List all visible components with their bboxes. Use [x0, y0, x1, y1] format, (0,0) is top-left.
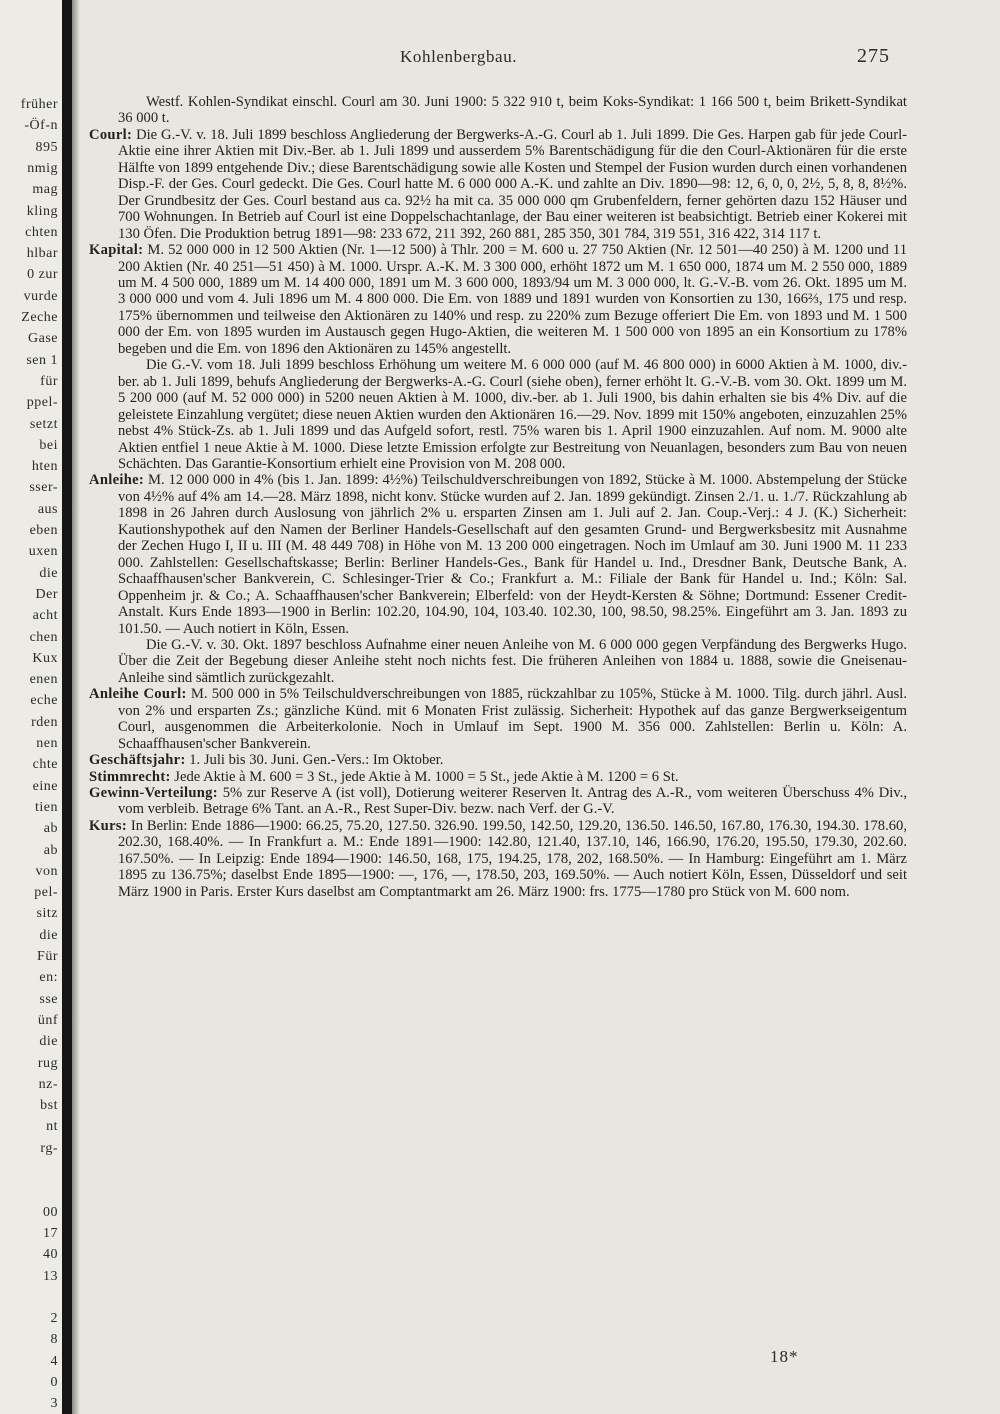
paragraph-kurs — [89, 818, 907, 900]
paragraph-text: M. 500 000 in 5% Teilschuldverschreibungen von 1885, rückzahlbar zu 105%, Stücke à M. 1000. Tilg. durch jährl. Ausl. von 2% und ersparten Zs.; gänzliche Künd. mit 6 Monaten Frist zulässig. Sicherheit: Hypothek auf das ganze Bergwerkseigentum Courl, ausgenommen die Arbeiterkolonie. Noch in Umlauf im Sept. 1900 M. 356 000. Zahlstellen: Berlin u. Köln: A. Schaaffhausen'scher Bankverein. — [118, 686, 907, 752]
margin-fragment: hlbar — [26, 246, 58, 262]
paragraph-gewinn — [89, 785, 907, 818]
paragraph-anleihe2 — [89, 637, 907, 686]
margin-fragment: aus — [37, 501, 58, 517]
margin-fragment: Gase — [28, 331, 58, 347]
margin-fragment: eche — [30, 693, 58, 709]
margin-fragment: 3 — [50, 1396, 58, 1412]
margin-fragment: chte — [32, 757, 58, 773]
margin-fragment: die — [39, 1034, 58, 1050]
margin-fragment: Der — [35, 586, 58, 602]
margin-fragment: 8 — [50, 1332, 58, 1348]
margin-fragment: Kux — [32, 650, 58, 666]
margin-fragment: 13 — [43, 1268, 58, 1284]
margin-fragment: 2 — [50, 1311, 58, 1327]
margin-fragment: enen — [29, 672, 58, 688]
paragraph-text: Die G.-V. v. 30. Okt. 1897 beschloss Aufnahme einer neuen Anleihe von M. 6 000 000 gegen Verpfändung des Bergwerks Hugo. Über die Zeit der Begebung dieser Anleihe steht noch nichts fest. Die früheren Anleihen von 1884 u. 1888, sowie die Gneisenau-Anleihe sind sämtlich zurückgezahlt. — [118, 636, 907, 686]
margin-fragment: 0 — [50, 1375, 58, 1390]
margin-fragment: en: — [39, 970, 58, 986]
signature-mark: 18* — [770, 1347, 799, 1366]
section-heading: Kurs: — [89, 817, 127, 834]
page-number: 275 — [857, 45, 890, 67]
margin-fragment: die — [39, 927, 58, 943]
paragraph-text: Westf. Kohlen-Syndikat einschl. Courl am 30. Juni 1900: 5 322 910 t, beim Koks-Syndikat: 1 166 500 t, beim Brikett-Syndikat 36 000 t. — [118, 94, 907, 127]
margin-fragment: eine — [32, 778, 58, 794]
body-text — [89, 94, 907, 900]
section-heading: Courl: — [89, 126, 133, 143]
section-heading: Anleihe: — [89, 472, 145, 489]
margin-fragment: ab — [43, 842, 58, 858]
paragraph-text: Die G.-V. vom 18. Juli 1899 beschloss Erhöhung um weitere M. 6 000 000 (auf M. 46 800 000) in 6000 Aktien à M. 1000, div.-ber. ab 1. Juli 1899, behufs Angliederung der Bergwerks-A.-G. Courl (siehe oben), ferner erhöht lt. G.-V.-B. vom 30. Okt. 1899 um M. 5 200 000 (auf M. 52 000 000) in 5200 neuen Aktien à M. 1000, div.-ber. ab 1. Juli 1900, bis dahin erhalten sie bis 4% Div. auf die geleistete Einzahlung vergütet; diese neuen Aktien wurden den Aktionären 16.—29. Nov. 1899 mit 150% angeboten, einzuzahlen 25% nebst 4% Stück-Zs. ab 1. Juli 1899 und das Aufgeld sofort, restl. 75% waren bis 1. April 1900 einzuzahlen. Auf nom. M. 9000 alte Aktien entfiel 1 neue Aktie à M. 1000. Diese letzte Emission erfolgte zur Bestreitung von Neuanlagen, besonders zum Bau von neuen Schächten. Das Garantie-Konsortium erhielt eine Provision von M. 208 000. — [118, 357, 907, 472]
margin-fragment: pel- — [34, 885, 58, 901]
paragraph-text: M. 12 000 000 in 4% (bis 1. Jan. 1899: 4½%) Teilschuldverschreibungen von 1892, Stücke à M. 1000. Abstempelung der Stücke von 4½% auf 4% am 14.—28. März 1898, nicht konv. Stücke wurden auf 2. Jan. 1899 gekündigt. Zinsen 2./1. u. 1./7. Rückzahlung ab 1898 in 26 Jahren durch Auslosung von jährlich 2% u. ersparten Zinsen am 1. Juli auf 2. Jan. Coup.-Verj.: 4 J. (K.) Sicherheit: Kautionshypothek auf den Namen der Berliner Handels-Gesellschaft auf den gesamten Grund- und Bergwerksbesitz mit Ausnahme der Zechen Hugo I, II u. III (M. 48 449 708) in Höhe von M. 13 200 000 eingetragen. Noch im Umlauf am 30. Juni 1900 M. 11 233 000. Zahlstellen: Gesellschaftskasse; Berlin: Berliner Handels-Ges., Bank für Handel u. Ind., Dresdner Bank, Deutsche Bank, A. Schaaffhausen'scher Bankverein, C. Schlesinger-Trier & Co.; Frankfurt a. M.: Filiale der Bank für Handel u. Ind.; Köln: Sal. Oppenheim jr. & Co.; A. Schaaffhausen'scher Bankverein; Elberfeld: von der Heydt-Kersten & Söhne; Dortmund: Essener Credit-Anstalt. Kurs Ende 1893—1900 in Berlin: 102.20, 104.90, 104, 103.40. 102.30, 100, 98.50, 98.25%. Eingeführt am 3. Jan. 1893 zu 101.50. — Auch notiert in Köln, Essen. — [118, 472, 907, 637]
section-heading: Kapital: — [89, 242, 144, 259]
margin-fragment: hten — [31, 459, 58, 475]
paragraph-courl — [89, 127, 907, 242]
margin-fragment: uxen — [28, 544, 58, 560]
paragraph-text: 1. Juli bis 30. Juni. Gen.-Vers.: Im Oktober. — [185, 752, 444, 769]
paragraph-stimmrecht — [89, 769, 907, 785]
section-heading: Geschäftsjahr: — [89, 752, 186, 769]
margin-fragment: für — [40, 373, 58, 389]
margin-fragment: chen — [29, 629, 58, 645]
section-heading: Stimmrecht: — [89, 768, 171, 785]
margin-fragment: sse — [39, 991, 58, 1007]
margin-fragment: ab — [43, 821, 58, 837]
margin-fragment: acht — [32, 608, 58, 624]
margin-fragment: sitz — [36, 906, 58, 922]
margin-fragment: nmig — [27, 160, 58, 176]
margin-fragment: früher — [20, 97, 58, 112]
margin-fragment: nt — [46, 1119, 58, 1135]
margin-fragment: kling — [26, 203, 58, 219]
margin-fragment: sen 1 — [26, 352, 58, 368]
margin-fragment: 895 — [35, 139, 58, 155]
margin-fragment: Zeche — [21, 310, 58, 325]
book-spine — [62, 0, 72, 1414]
margin-fragment: 0 zur — [27, 267, 58, 283]
margin-fragment: rug — [37, 1055, 58, 1071]
paragraph-text: Jede Aktie à M. 600 = 3 St., jede Aktie à M. 1000 = 5 St., jede Aktie à M. 1200 = 6 St. — [170, 768, 679, 785]
margin-fragment: die — [39, 565, 58, 581]
paragraph-text: 5% zur Reserve A (ist voll), Dotierung weiterer Reserven lt. Antrag des A.-R., vom weiteren Überschuss 4% Div., vom verbleib. Betrage 6% Tant. an A.-R., Rest Super-Div. bezw. nach Verf. der G.-V. — [118, 785, 907, 818]
paragraph-text: In Berlin: Ende 1886—1900: 66.25, 75.20, 127.50. 326.90. 199.50, 142.50, 129.20, 136.50. 146.50, 167.80, 176.30, 194.30. 178.60, 202.30, 168.40%. — In Frankfurt a. M.: Ende 1891—1900: 142.80, 121.40, 137.10, 146, 166.90, 176.20, 195.50, 179.30, 202.60. 167.50%. — In Leipzig: Ende 1894—1900: 146.50, 168, 175, 194.25, 178, 202, 168.50%. — In Hamburg: Eingeführt am 1. März 1895 zu 136.75%; daselbst Ende 1895—1900: —, 176, —, 178.50, 203, 169.50%. — Auch notiert Köln, Essen, Düsseldorf und seit März 1900 in Paris. Erster Kurs daselbst am Comptantmarkt am 26. März 1900: frs. 1775—1780 pro Stück von M. 600 nom. — [118, 817, 907, 900]
margin-fragment: bst — [40, 1098, 58, 1114]
margin-fragment: von — [35, 863, 58, 879]
spine-shadow — [72, 0, 80, 1414]
paragraph-kapital2 — [89, 357, 907, 472]
margin-fragment: 17 — [43, 1225, 58, 1241]
margin-fragment: chten — [25, 224, 58, 240]
margin-fragment: 00 — [43, 1204, 58, 1220]
margin-fragment: rg- — [40, 1140, 58, 1156]
margin-fragment: mag — [32, 182, 58, 198]
margin-fragment: eben — [29, 523, 58, 538]
margin-fragment: -Öf-n — [24, 118, 58, 134]
margin-fragment: vurde — [23, 288, 58, 304]
running-head: Kohlenbergbau. — [400, 47, 518, 66]
margin-fragment: ünf — [37, 1012, 58, 1028]
paragraph-anleihe — [89, 472, 907, 637]
previous-page-edge — [0, 0, 62, 1414]
paragraph-text: Die G.-V. v. 18. Juli 1899 beschloss Angliederung der Bergwerks-A.-G. Courl ab 1. Juli 1899. Die Ges. Harpen gab für jede Courl-Aktie eine ihrer Aktien mit Div.-Ber. ab 1. Juli 1899 und ausserdem 5% Barentschädigung für die den Courl-Aktionären für die erste Hälfte von 1899 entgehende Div.; diese Barentschädigung sowie alle Kosten und Stempel der Fusion wurden durch einen vorhandenen Disp.-F. der Ges. Courl gedeckt. Die Ges. Courl hatte M. 6 000 000 A.-K. und zahlte an Div. 1890—98: 12, 6, 0, 0, 2½, 5, 8, 8, 8½%. Der Grundbesitz der Ges. Courl bestand aus ca. 92½ ha mit ca. 35 000 000 qm Grubenfeldern, ferner gehörten dazu 152 Häuser und 700 Wohnungen. In Betrieb auf Courl ist eine Doppelschachtanlage, der Bau einer weiteren ist beabsichtigt. Betrieb einer Kokerei mit 130 Öfen. Die Produktion betrug 1891—98: 233 672, 211 392, 260 881, 285 350, 301 784, 319 551, 316 422, 314 117 t. — [118, 126, 907, 242]
margin-fragment: Für — [37, 949, 58, 964]
margin-fragment: sser- — [29, 480, 58, 496]
margin-fragment: 4 — [50, 1353, 58, 1369]
paragraph-kapital — [89, 242, 907, 357]
margin-fragment: setzt — [29, 416, 58, 432]
paragraph-anleihe-courl — [89, 686, 907, 752]
margin-fragment: ppel- — [26, 395, 58, 411]
paragraph-westf — [89, 94, 907, 127]
margin-fragment: bei — [39, 437, 58, 453]
margin-fragment: rden — [31, 714, 58, 730]
paragraph-text: M. 52 000 000 in 12 500 Aktien (Nr. 1—12 500) à Thlr. 200 = M. 600 u. 27 750 Aktien (Nr. 12 501—40 250) à M. 1200 und 11 200 Aktien (Nr. 40 251—51 450) à M. 1000. Urspr. A.-K. M. 3 300 000, erhöht 1872 um M. 1 650 000, 1874 um M. 2 550 000, 1889 um M. 4 500 000, 1889 um M. 14 400 000, 1891 um M. 3 600 000, 1893/94 um M. 3 000 000, lt. G.-V.-B. vom 26. Okt. 1895 um M. 3 000 000 und vom 4. Juli 1896 um M. 4 800 000. Die Em. von 1889 und 1891 wurden von Konsortien zu 130, 166⅔, 175 und resp. 175% übernommen und teilweise den Aktionären zu 140% und resp. zu 220% zum Bezuge offeriert Die Em. von 1893 und M. 1 500 000 der Em. von 1895 wurden im Austausch gegen Hugo-Aktien, die weiteren M. 1 500 000 von 1895 an ein Konsortium zu 178% begeben und die Em. von 1896 den Aktionären zu 145% angestellt. — [118, 242, 907, 357]
margin-fragment: tien — [35, 799, 58, 815]
paragraph-geschaeftsjahr — [89, 752, 907, 768]
section-heading: Gewinn-Verteilung: — [89, 785, 218, 802]
section-heading: Anleihe Courl: — [89, 686, 187, 703]
margin-fragment: 40 — [43, 1247, 58, 1263]
margin-fragment: nen — [36, 736, 58, 751]
margin-fragment: nz- — [38, 1076, 58, 1092]
